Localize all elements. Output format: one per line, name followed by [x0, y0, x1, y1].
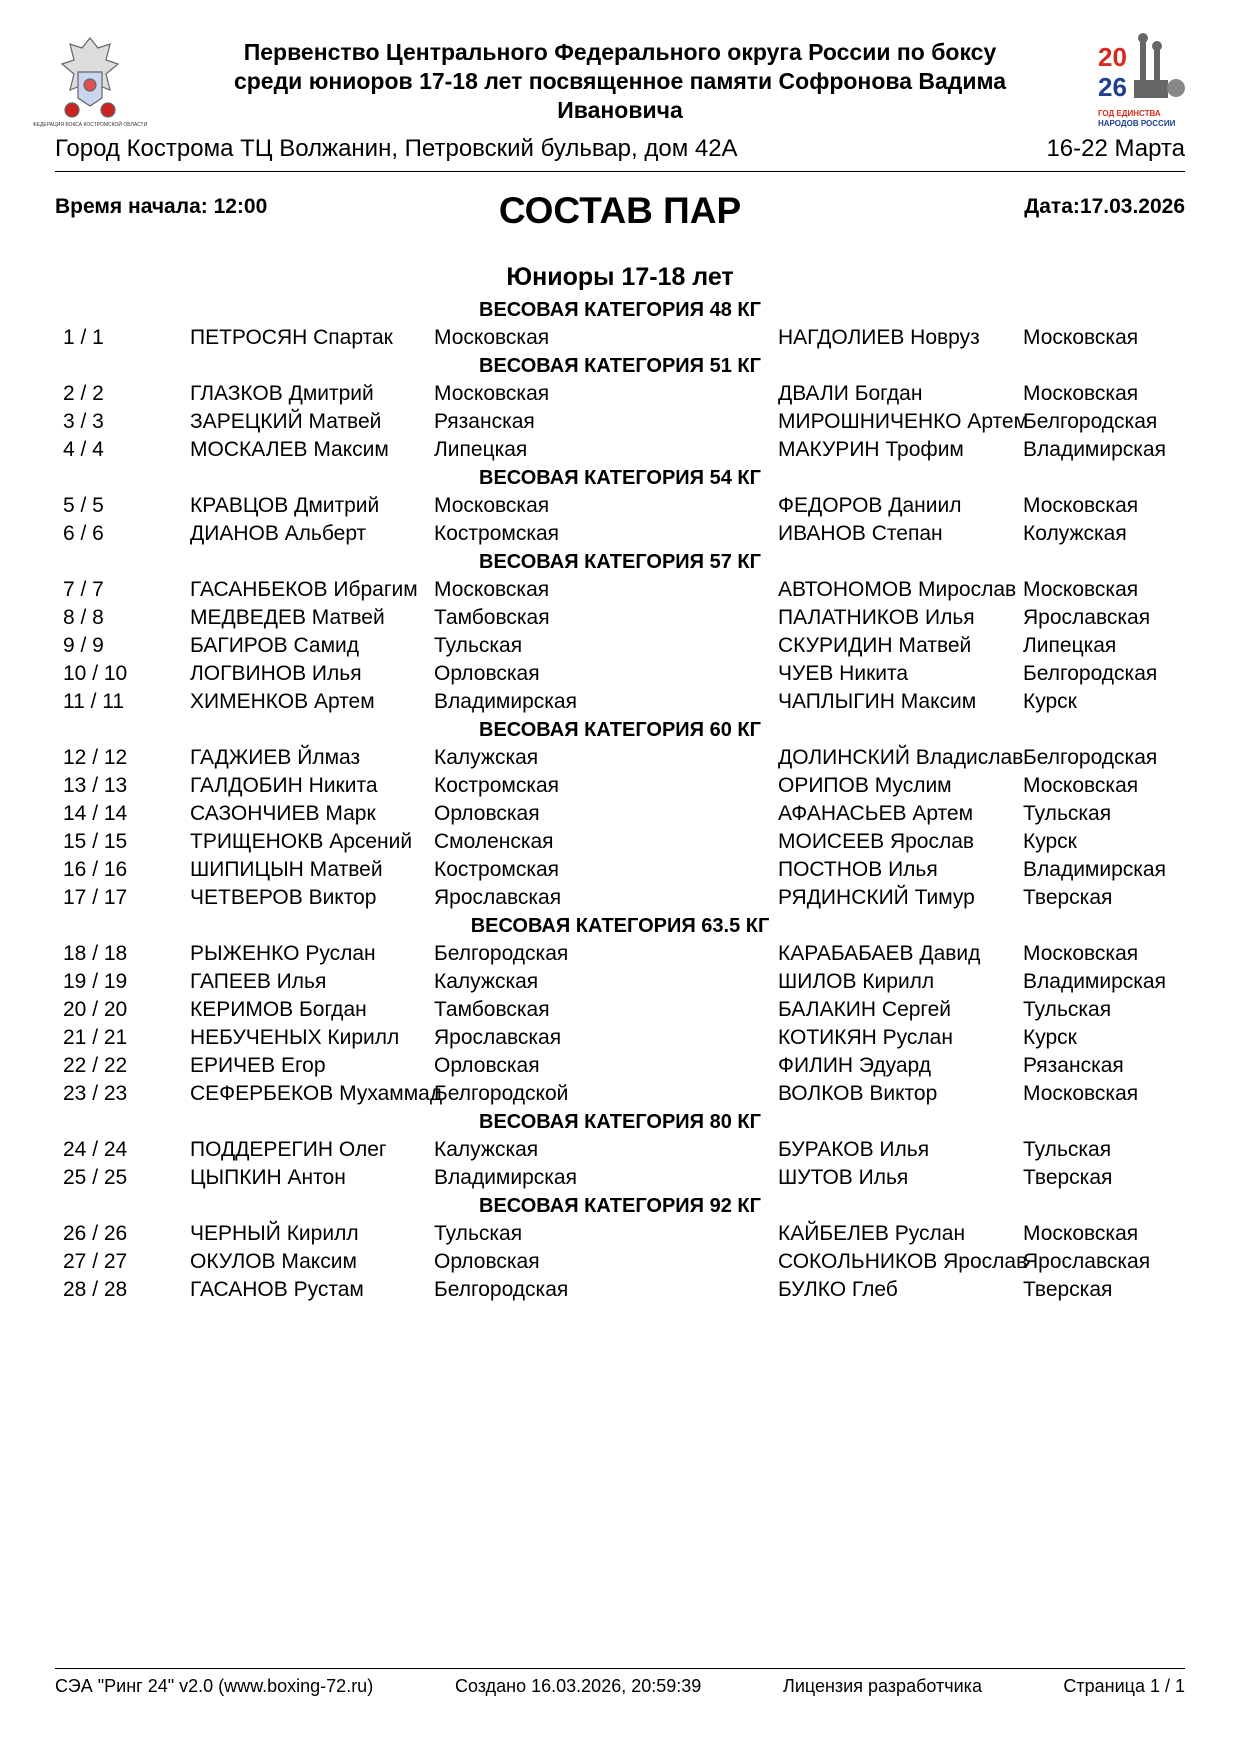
- boxer-1-name: ГЛАЗКОВ Дмитрий: [190, 382, 374, 405]
- boxer-2-name: МАКУРИН Трофим: [778, 438, 964, 461]
- boxer-2-name: РЯДИНСКИЙ Тимур: [778, 886, 975, 909]
- pair-number: 25 / 25: [63, 1166, 128, 1189]
- pair-number: 7 / 7: [63, 578, 104, 601]
- weight-category-heading: ВЕСОВАЯ КАТЕГОРИЯ 51 КГ: [479, 355, 761, 377]
- boxer-1-name: ОКУЛОВ Максим: [190, 1250, 357, 1273]
- weight-category-heading: ВЕСОВАЯ КАТЕГОРИЯ 60 КГ: [479, 719, 761, 741]
- pairs-list: [0, 296, 1240, 1304]
- boxer-1-name: РЫЖЕНКО Руслан: [190, 942, 376, 965]
- boxer-2-name: БАЛАКИН Сергей: [778, 998, 952, 1021]
- pair-number: 1 / 1: [63, 326, 104, 349]
- title-line-2: среди юниоров 17-18 лет посвященное памяти Софронова Вадима: [233, 68, 1007, 94]
- boxer-1-name: ГАДЖИЕВ Йлмаз: [190, 746, 361, 769]
- pair-row: [0, 800, 1240, 828]
- pair-number: 6 / 6: [63, 522, 104, 545]
- boxer-2-region: Московская: [1023, 494, 1139, 517]
- pair-row: [0, 968, 1240, 996]
- pair-row: [0, 772, 1240, 800]
- boxer-1-region: Владимирская: [434, 690, 577, 713]
- boxer-2-name: ЧАПЛЫГИН Максим: [778, 690, 977, 713]
- boxer-2-name: КАЙБЕЛЕВ Руслан: [778, 1222, 966, 1245]
- logo-caption-2: НАРОДОВ РОССИИ: [1098, 119, 1176, 128]
- weight-category-heading: ВЕСОВАЯ КАТЕГОРИЯ 57 КГ: [479, 551, 761, 573]
- boxer-1-region: Орловская: [434, 662, 540, 685]
- boxer-2-region: Московская: [1023, 326, 1139, 349]
- pair-row: [0, 996, 1240, 1024]
- boxer-2-region: Курск: [1023, 690, 1077, 713]
- boxer-2-region: Курск: [1023, 830, 1077, 853]
- pair-number: 13 / 13: [63, 774, 128, 797]
- boxer-2-region: Московская: [1023, 942, 1139, 965]
- pair-number: 11 / 11: [63, 690, 125, 713]
- boxer-1-name: БАГИРОВ Самид: [190, 634, 360, 657]
- boxer-1-name: ТРИЩЕНОКВ Арсений: [190, 830, 413, 853]
- boxer-1-name: МЕДВЕДЕВ Матвей: [190, 606, 385, 629]
- boxer-1-name: ЛОГВИНОВ Илья: [190, 662, 362, 685]
- pair-row: [0, 408, 1240, 436]
- boxer-2-region: Ярославская: [1023, 606, 1151, 629]
- boxer-1-name: ХИМЕНКОВ Артем: [190, 690, 375, 713]
- boxer-1-region: Московская: [434, 326, 550, 349]
- boxer-1-name: КЕРИМОВ Богдан: [190, 998, 367, 1021]
- boxer-1-region: Белгородская: [434, 942, 569, 965]
- boxer-1-name: ГАСАНОВ Рустам: [190, 1278, 364, 1301]
- boxer-2-name: ИВАНОВ Степан: [778, 522, 943, 545]
- boxer-1-region: Владимирская: [434, 1166, 577, 1189]
- boxer-1-region: Ярославская: [434, 1026, 562, 1049]
- boxer-1-name: ПОДДЕРЕГИН Олег: [190, 1138, 387, 1161]
- boxer-2-region: Московская: [1023, 1082, 1139, 1105]
- boxer-2-name: БУЛКО Глеб: [778, 1278, 898, 1301]
- boxer-1-region: Белгородская: [434, 1278, 569, 1301]
- footer-divider: [55, 1668, 1185, 1669]
- boxer-2-region: Ярославская: [1023, 1250, 1151, 1273]
- pair-number: 4 / 4: [63, 438, 104, 461]
- federation-logo: [32, 30, 148, 130]
- pair-row: [0, 660, 1240, 688]
- weight-category-heading: ВЕСОВАЯ КАТЕГОРИЯ 48 КГ: [479, 299, 761, 321]
- boxer-2-region: Колужская: [1023, 522, 1127, 545]
- boxer-1-region: Калужская: [434, 970, 539, 993]
- logo-caption-1: ГОД ЕДИНСТВА: [1098, 109, 1161, 118]
- boxer-1-name: ГАПЕЕВ Илья: [190, 970, 327, 993]
- boxer-2-name: КОТИКЯН Руслан: [778, 1026, 953, 1049]
- boxer-1-region: Московская: [434, 494, 550, 517]
- age-group-title: Юниоры 17-18 лет: [506, 263, 734, 291]
- boxer-1-name: ЧЕРНЫЙ Кирилл: [190, 1222, 359, 1245]
- boxer-2-name: КАРАБАБАЕВ Давид: [778, 942, 981, 965]
- pair-number: 17 / 17: [63, 886, 128, 909]
- boxer-2-region: Московская: [1023, 578, 1139, 601]
- pair-row: [0, 940, 1240, 968]
- boxer-2-name: ФЕДОРОВ Даниил: [778, 494, 962, 517]
- boxer-2-region: Московская: [1023, 382, 1139, 405]
- federation-logo-caption: ФЕДЕРАЦИЯ БОКСА КОСТРОМСКОЙ ОБЛАСТИ: [32, 122, 148, 128]
- footer-created: Создано 16.03.2026, 20:59:39: [455, 1676, 702, 1696]
- footer-software: СЭА "Ринг 24" v2.0 (www.boxing-72.ru): [55, 1676, 374, 1696]
- pair-row: [0, 324, 1240, 352]
- boxer-1-region: Тамбовская: [434, 998, 550, 1021]
- pair-row: [0, 520, 1240, 548]
- pair-number: 12 / 12: [63, 746, 128, 769]
- weight-category-heading: ВЕСОВАЯ КАТЕГОРИЯ 80 КГ: [479, 1111, 761, 1133]
- boxer-1-name: ЦЫПКИН Антон: [190, 1166, 346, 1189]
- pair-row: [0, 604, 1240, 632]
- competition-title: [150, 38, 1090, 125]
- pair-number: 21 / 21: [63, 1026, 128, 1049]
- pair-number: 8 / 8: [63, 606, 104, 629]
- year-of-unity-logo: [1096, 30, 1188, 130]
- boxer-1-name: ГАЛДОБИН Никита: [190, 774, 378, 797]
- weight-category-heading: ВЕСОВАЯ КАТЕГОРИЯ 63.5 КГ: [470, 915, 770, 937]
- boxer-1-region: Костромская: [434, 522, 560, 545]
- pair-number: 24 / 24: [63, 1138, 128, 1161]
- pair-row: [0, 1136, 1240, 1164]
- boxer-1-region: Орловская: [434, 802, 540, 825]
- pair-number: 10 / 10: [63, 662, 128, 685]
- pair-row: [0, 1276, 1240, 1304]
- pair-number: 18 / 18: [63, 942, 128, 965]
- boxer-2-name: ВОЛКОВ Виктор: [778, 1082, 938, 1105]
- boxer-1-region: Липецкая: [434, 438, 528, 461]
- pair-number: 27 / 27: [63, 1250, 128, 1273]
- event-location: Город Кострома ТЦ Волжанин, Петровский бульвар, дом 42А: [55, 135, 738, 162]
- start-time: Время начала: 12:00: [55, 195, 268, 218]
- boxer-2-name: СКУРИДИН Матвей: [778, 634, 972, 657]
- boxer-1-name: НЕБУЧЕНЫХ Кирилл: [190, 1026, 400, 1049]
- boxer-2-region: Тверская: [1023, 886, 1113, 909]
- boxer-1-region: Калужская: [434, 1138, 539, 1161]
- boxer-2-name: ЧУЕВ Никита: [778, 662, 909, 685]
- boxer-2-name: ШУТОВ Илья: [778, 1166, 909, 1189]
- boxer-2-region: Владимирская: [1023, 858, 1166, 881]
- boxer-1-region: Московская: [434, 578, 550, 601]
- pair-number: 3 / 3: [63, 410, 104, 433]
- pair-row: [0, 1248, 1240, 1276]
- pair-row: [0, 1024, 1240, 1052]
- boxer-2-name: БУРАКОВ Илья: [778, 1138, 930, 1161]
- boxer-2-region: Тульская: [1023, 998, 1112, 1021]
- boxer-1-region: Ярославская: [434, 886, 562, 909]
- pair-row: [0, 1220, 1240, 1248]
- boxer-1-name: ШИПИЦЫН Матвей: [190, 858, 383, 881]
- boxer-2-name: СОКОЛЬНИКОВ Ярослав: [778, 1250, 1028, 1273]
- boxer-1-name: ДИАНОВ Альберт: [190, 522, 367, 545]
- weight-category-heading: ВЕСОВАЯ КАТЕГОРИЯ 54 КГ: [479, 467, 761, 489]
- header-divider: [55, 171, 1185, 172]
- boxer-1-name: ЗАРЕЦКИЙ Матвей: [190, 410, 382, 433]
- boxer-1-name: ЧЕТВЕРОВ Виктор: [190, 886, 377, 909]
- boxer-2-region: Владимирская: [1023, 438, 1166, 461]
- pair-row: [0, 856, 1240, 884]
- pair-number: 28 / 28: [63, 1278, 128, 1301]
- boxer-2-region: Московская: [1023, 1222, 1139, 1245]
- boxer-1-name: КРАВЦОВ Дмитрий: [190, 494, 380, 517]
- boxer-1-region: Тульская: [434, 634, 523, 657]
- boxer-1-region: Орловская: [434, 1054, 540, 1077]
- footer-license: Лицензия разработчика: [783, 1676, 982, 1696]
- document-title: СОСТАВ ПАР: [498, 190, 742, 231]
- pair-number: 9 / 9: [63, 634, 104, 657]
- boxer-1-region: Московская: [434, 382, 550, 405]
- boxer-1-region: Калужская: [434, 746, 539, 769]
- footer-page: Страница 1 / 1: [1063, 1676, 1185, 1696]
- event-dates: 16-22 Марта: [1046, 135, 1185, 162]
- pair-number: 16 / 16: [63, 858, 128, 881]
- boxer-2-region: Липецкая: [1023, 634, 1117, 657]
- pair-row: [0, 828, 1240, 856]
- boxer-1-name: ГАСАНБЕКОВ Ибрагим: [190, 578, 418, 601]
- boxer-1-name: ПЕТРОСЯН Спартак: [190, 326, 393, 349]
- pair-number: 20 / 20: [63, 998, 128, 1021]
- pair-row: [0, 1164, 1240, 1192]
- boxer-2-region: Белгородская: [1023, 746, 1158, 769]
- boxer-2-region: Тверская: [1023, 1278, 1113, 1301]
- pair-number: 14 / 14: [63, 802, 128, 825]
- boxer-2-name: ШИЛОВ Кирилл: [778, 970, 935, 993]
- pair-row: [0, 492, 1240, 520]
- boxer-1-name: САЗОНЧИЕВ Марк: [190, 802, 376, 825]
- boxer-2-region: Белгородская: [1023, 662, 1158, 685]
- pair-row: [0, 1052, 1240, 1080]
- boxer-2-region: Рязанская: [1023, 1054, 1124, 1077]
- pair-row: [0, 576, 1240, 604]
- pair-row: [0, 744, 1240, 772]
- boxer-1-region: Костромская: [434, 858, 560, 881]
- pair-number: 26 / 26: [63, 1222, 128, 1245]
- title-line-3: Ивановича: [557, 97, 683, 123]
- logo-year-top: 20: [1098, 42, 1127, 72]
- boxer-1-region: Тульская: [434, 1222, 523, 1245]
- boxer-2-region: Московская: [1023, 774, 1139, 797]
- title-line-1: Первенство Центрального Федерального округа России по боксу: [243, 39, 997, 65]
- boxer-2-name: ОРИПОВ Муслим: [778, 774, 952, 797]
- boxer-2-name: МИРОШНИЧЕНКО Артем: [778, 410, 1029, 433]
- logo-year-bottom: 26: [1098, 72, 1127, 102]
- boxer-1-region: Костромская: [434, 774, 560, 797]
- pair-number: 2 / 2: [63, 382, 104, 405]
- pair-row: [0, 1080, 1240, 1108]
- boxer-1-region: Тамбовская: [434, 606, 550, 629]
- pair-number: 19 / 19: [63, 970, 128, 993]
- boxer-2-name: ФИЛИН Эдуард: [778, 1054, 931, 1077]
- boxer-2-region: Тульская: [1023, 802, 1112, 825]
- pair-row: [0, 436, 1240, 464]
- boxer-1-name: ЕРИЧЕВ Егор: [190, 1054, 326, 1077]
- boxer-1-name: СЕФЕРБЕКОВ Мухаммад: [190, 1082, 443, 1105]
- boxer-1-region: Смоленская: [434, 830, 554, 853]
- boxer-2-name: ДВАЛИ Богдан: [778, 382, 923, 405]
- pair-row: [0, 884, 1240, 912]
- boxer-1-region: Рязанская: [434, 410, 535, 433]
- boxer-2-region: Тульская: [1023, 1138, 1112, 1161]
- pair-row: [0, 632, 1240, 660]
- boxer-1-name: МОСКАЛЕВ Максим: [190, 438, 389, 461]
- boxer-1-region: Белгородской: [434, 1082, 569, 1105]
- boxer-2-name: НАГДОЛИЕВ Новруз: [778, 326, 980, 349]
- document-date: Дата:17.03.2026: [1024, 195, 1185, 218]
- pair-row: [0, 688, 1240, 716]
- boxer-2-name: АВТОНОМОВ Мирослав: [778, 578, 1017, 601]
- pair-number: 5 / 5: [63, 494, 104, 517]
- boxer-2-region: Курск: [1023, 1026, 1077, 1049]
- boxer-2-region: Тверская: [1023, 1166, 1113, 1189]
- boxer-2-name: ДОЛИНСКИЙ Владислав: [778, 746, 1024, 769]
- boxer-2-region: Владимирская: [1023, 970, 1166, 993]
- boxer-2-name: АФАНАСЬЕВ Артем: [778, 802, 974, 825]
- pair-number: 15 / 15: [63, 830, 128, 853]
- boxer-1-region: Орловская: [434, 1250, 540, 1273]
- boxer-2-name: МОИСЕЕВ Ярослав: [778, 830, 975, 853]
- boxer-2-name: ПАЛАТНИКОВ Илья: [778, 606, 975, 629]
- pair-number: 23 / 23: [63, 1082, 128, 1105]
- boxer-2-region: Белгородская: [1023, 410, 1158, 433]
- pair-row: [0, 380, 1240, 408]
- boxer-2-name: ПОСТНОВ Илья: [778, 858, 938, 881]
- weight-category-heading: ВЕСОВАЯ КАТЕГОРИЯ 92 КГ: [479, 1195, 761, 1217]
- pair-number: 22 / 22: [63, 1054, 128, 1077]
